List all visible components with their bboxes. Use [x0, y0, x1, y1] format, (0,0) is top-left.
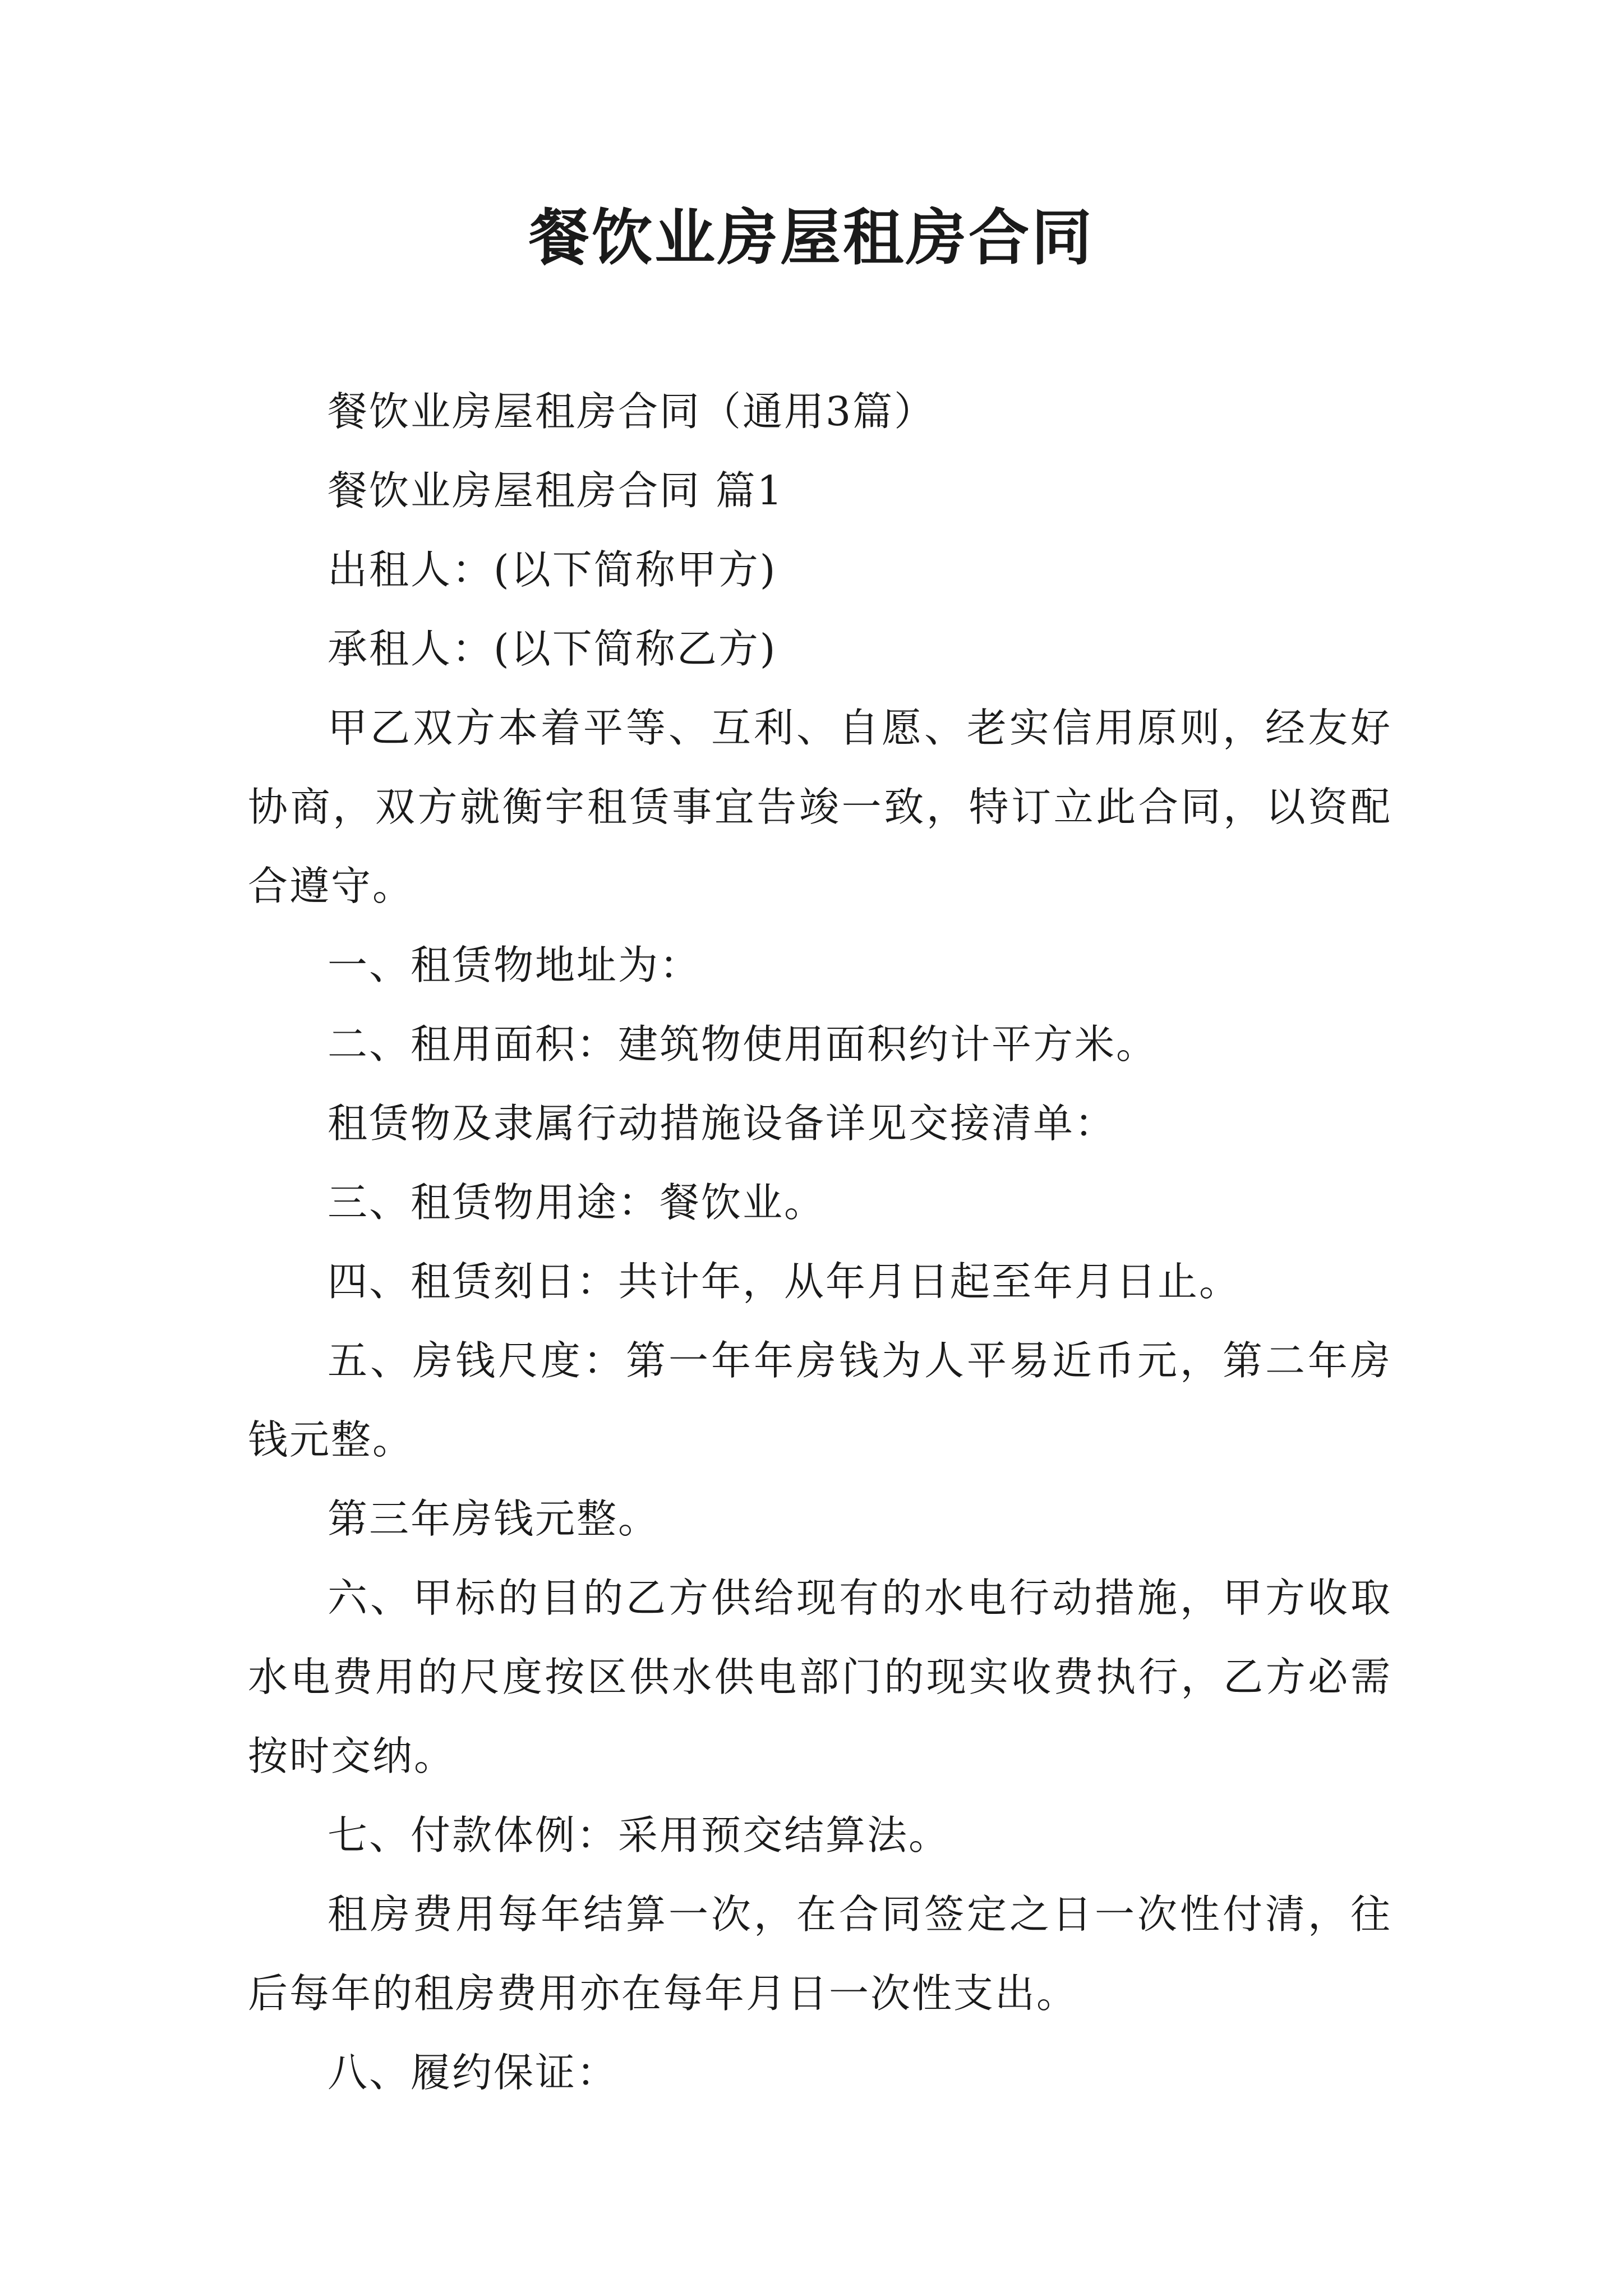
- paragraph-clause-7: 七、付款体例：采用预交结算法。: [328, 1812, 951, 1858]
- paragraph-clause-8: 八、履约保证：: [328, 2049, 619, 2096]
- paragraph-clause-3: 三、租赁物用途：餐饮业。: [328, 1179, 826, 1226]
- paragraph-clause-4: 四、租赁刻日：共计年，从年月日起至年月日止。: [328, 1258, 1241, 1305]
- paragraph-lessee: 承租人：(以下简称乙方): [328, 625, 777, 672]
- paragraph-section-title: 餐饮业房屋租房合同 篇1: [328, 467, 784, 514]
- paragraph-lessor: 出租人：(以下简称甲方): [328, 546, 777, 593]
- paragraph-clause-6: 六、甲标的目的乙方供给现有的水电行动措施，甲方收取水电费用的尺度按区供水供电部门的现实收费执行，乙方必需按时交纳。: [248, 1575, 1392, 1779]
- paragraph-heading: 餐饮业房屋租房合同（通用3篇）: [328, 388, 936, 435]
- paragraph-equipment: 租赁物及隶属行动措施设备详见交接清单：: [328, 1100, 1117, 1147]
- paragraph-third-year-rent: 第三年房钱元整。: [328, 1496, 660, 1542]
- paragraph-payment-schedule: 租房费用每年结算一次，在合同签定之日一次性付清，往后每年的租房费用亦在每年月日一次性支出。: [248, 1891, 1392, 2017]
- document-title: 餐饮业房屋租房合同: [528, 203, 1094, 273]
- paragraph-preamble: 甲乙双方本着平等、互利、自愿、老实信用原则，经友好协商，双方就衡宇租赁事宜告竣一致，特订立此合同，以资配合遵守。: [248, 705, 1392, 909]
- paragraph-clause-1: 一、租赁物地址为：: [328, 942, 702, 988]
- paragraph-clause-2: 二、租用面积：建筑物使用面积约计平方米。: [328, 1021, 1158, 1068]
- document-body: [248, 372, 1392, 2112]
- paragraph-clause-5: 五、房钱尺度：第一年年房钱为人平易近币元，第二年房钱元整。: [248, 1337, 1392, 1463]
